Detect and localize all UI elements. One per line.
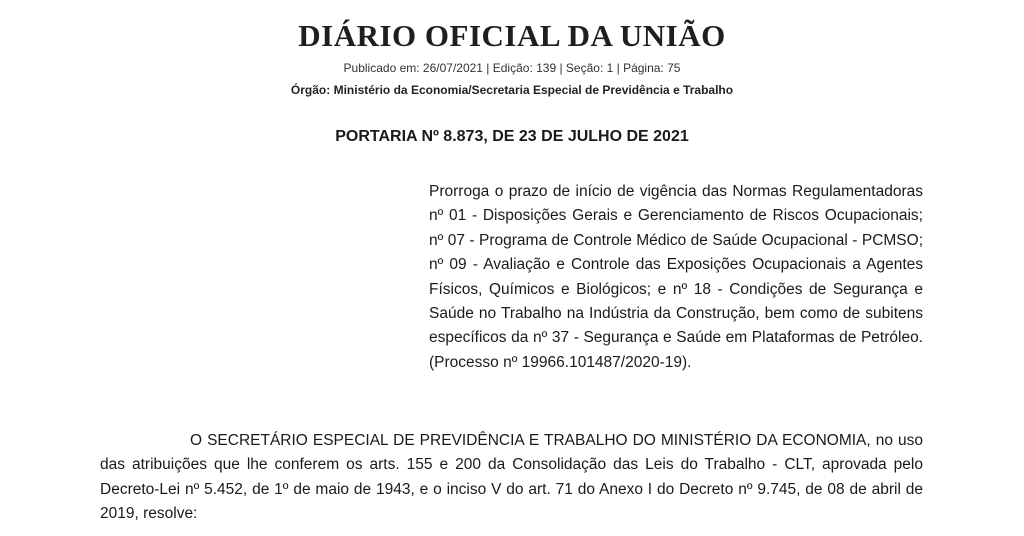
- orgao-label: Órgão:: [290, 83, 331, 97]
- preamble-paragraph: O SECRETÁRIO ESPECIAL DE PREVIDÊNCIA E TRABALHO DO MINISTÉRIO DA ECONOMIA, no uso das atribuições que lhe conferem os arts. 155 e 200 da Consolidação das Leis do Trabalho - CLT, aprovada pelo Decreto-Lei nº 5.452, de 1º de maio de 1943, e o inciso V do art. 71 do Anexo I do Decreto nº 9.745, de 08 de abril de 2019, resolve:: [100, 432, 923, 523]
- orgao-line: [0, 83, 1024, 97]
- portaria-title: PORTARIA Nº 8.873, DE 23 DE JULHO DE 2021: [335, 128, 689, 145]
- publication-info: Publicado em: 26/07/2021 | Edição: 139 | Seção: 1 | Página: 75: [343, 61, 681, 75]
- ementa-paragraph: Prorroga o prazo de início de vigência das Normas Regulamentadoras nº 01 - Disposições Gerais e Gerenciamento de Riscos Ocupacionais; nº 07 - Programa de Controle Médico de Saúde Ocupacional - PCMSO; nº 09 - Avaliação e Controle das Exposições Ocupacionais a Agentes Físicos, Químicos e Biológicos; e nº 18 - Condições de Segurança e Saúde no Trabalho na Indústria da Construção, bem como de subitens específicos da nº 37 - Segurança e Saúde em Plataformas de Petróleo. (Processo nº 19966.101487/2020-19).: [429, 183, 923, 371]
- orgao-value: Ministério da Economia/Secretaria Especial de Previdência e Trabalho: [333, 83, 734, 97]
- masthead-title: DIÁRIO OFICIAL DA UNIÃO: [298, 18, 726, 53]
